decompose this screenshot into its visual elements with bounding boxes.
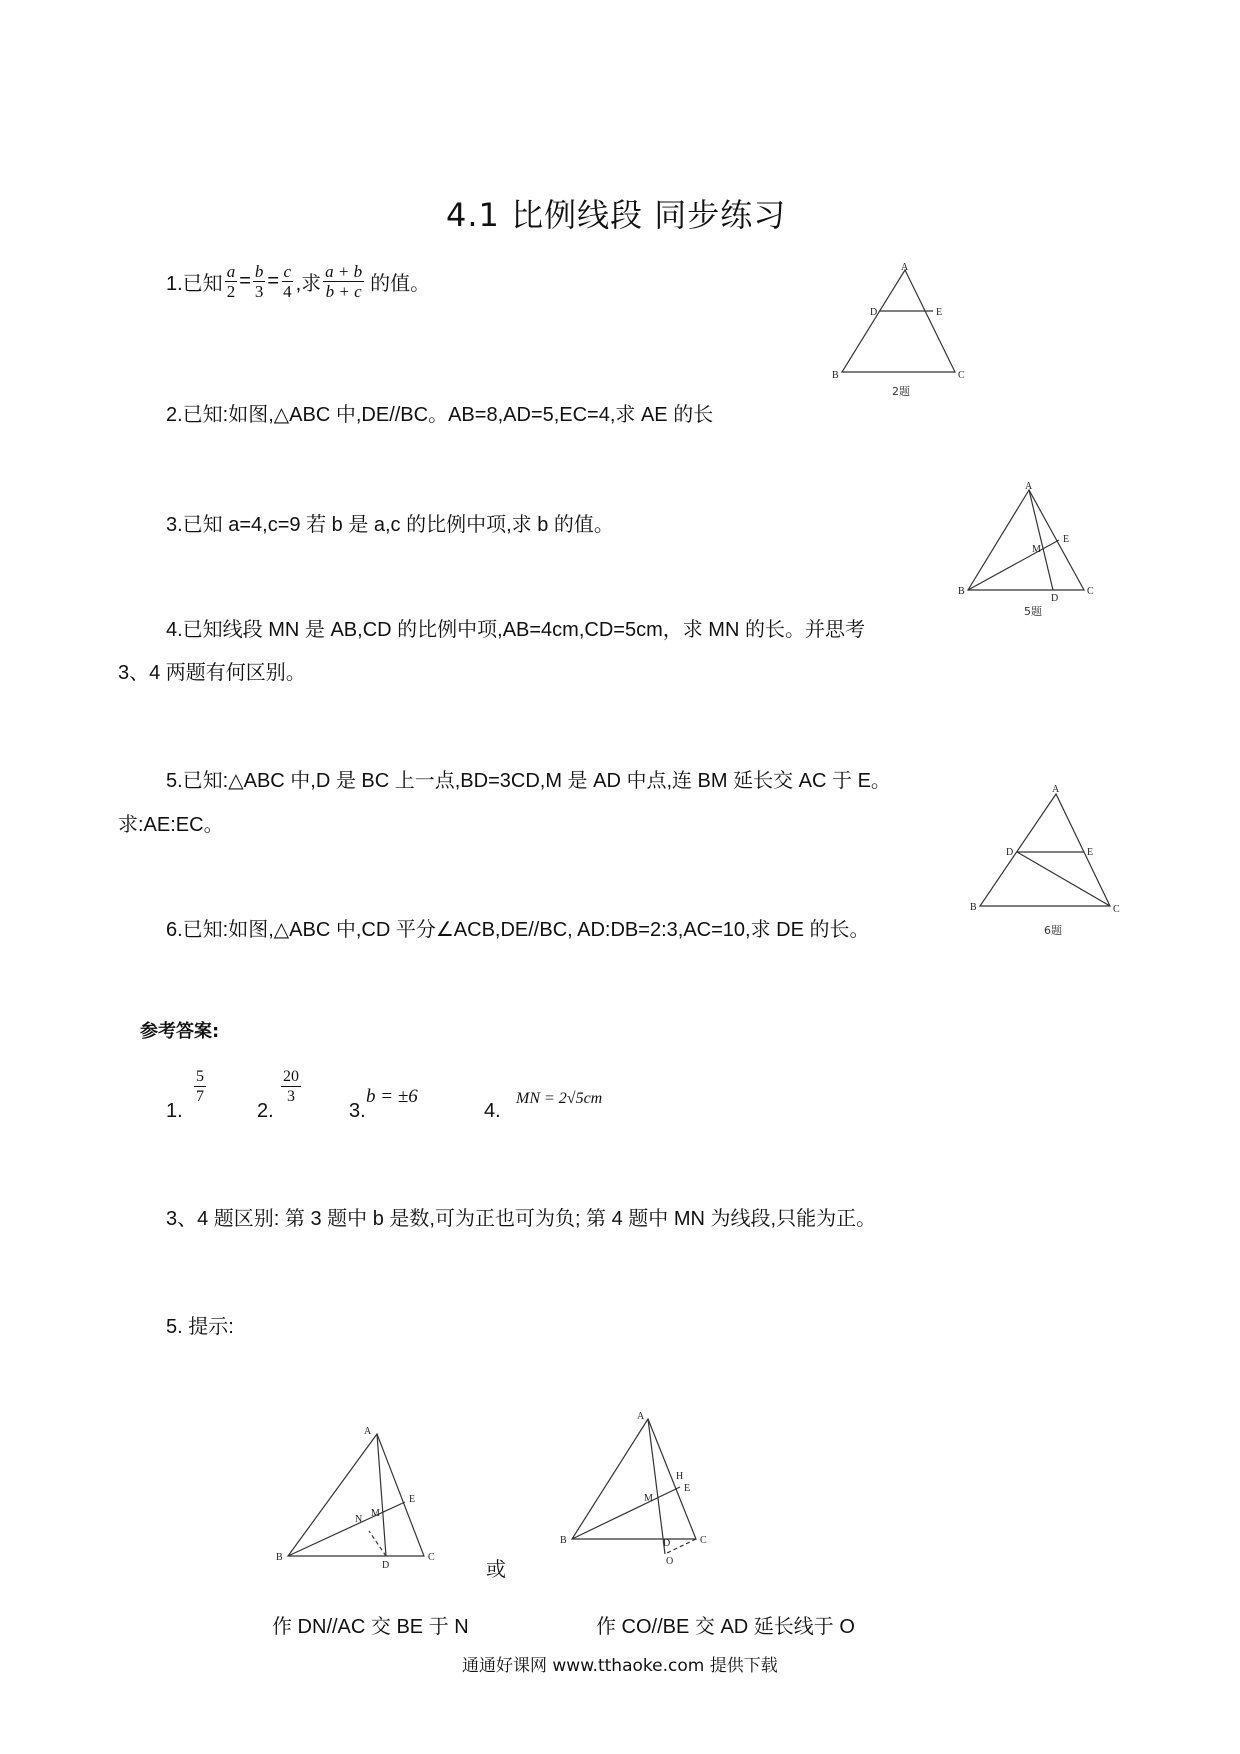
label-m: M <box>371 1508 380 1519</box>
question-2: 2.已知:如图,△ABC 中,DE//BC。AB=8,AD=5,EC=4,求 AE 的长 <box>166 404 714 426</box>
figure-caption: 2题 <box>892 385 910 398</box>
fraction-denominator: b + c <box>325 282 362 301</box>
label-a: A <box>1025 481 1033 492</box>
hint-caption-left: 作 DN//AC 交 BE 于 N <box>272 1616 469 1638</box>
label-a: A <box>637 1411 645 1422</box>
label-e: E <box>936 307 943 318</box>
fraction-numerator: c <box>283 262 292 281</box>
label-a: A <box>364 1426 372 1437</box>
q1-suffix: 的值。 <box>370 273 431 295</box>
answers-heading: 参考答案: <box>140 1021 220 1042</box>
answer-4-value: MN = 2√5cm <box>516 1090 603 1107</box>
answer-1-fraction <box>194 1067 206 1106</box>
question-6: 6.已知:如图,△ABC 中,CD 平分∠ACB,DE//BC, AD:DB=2:3,AC=10,求 DE 的长。 <box>166 919 870 941</box>
hint-label: 5. 提示: <box>166 1316 234 1338</box>
label-b: B <box>958 586 965 597</box>
label-e: E <box>684 1483 691 1494</box>
equals-sign: = <box>267 270 280 292</box>
label-e: E <box>1063 534 1070 545</box>
figure-question-6 <box>960 782 1125 942</box>
answer-1-label: 1. <box>166 1100 183 1122</box>
hint-caption-right: 作 CO//BE 交 AD 延长线于 O <box>596 1616 855 1638</box>
question-4-line-1: 4.已知线段 MN 是 AB,CD 的比例中项,AB=4cm,CD=5cm，求 MN 的长。并思考 <box>166 619 865 641</box>
label-c: C <box>428 1552 435 1563</box>
label-m: M <box>644 1493 653 1504</box>
figure-question-5 <box>952 480 1102 625</box>
question-1 <box>166 262 430 301</box>
fraction-denominator: 2 <box>226 282 236 301</box>
label-c: C <box>700 1535 707 1546</box>
label-h: H <box>676 1471 684 1482</box>
label-o: O <box>666 1556 674 1565</box>
figure-caption: 6题 <box>1044 924 1062 937</box>
label-e: E <box>409 1494 416 1505</box>
label-b: B <box>276 1552 283 1563</box>
label-d: D <box>1051 593 1059 604</box>
fraction-numerator: b <box>254 262 264 281</box>
fraction-b-over-3 <box>253 262 266 301</box>
label-d: D <box>870 307 878 318</box>
hint-figure-left <box>272 1420 452 1570</box>
fraction-numerator: 5 <box>196 1068 204 1085</box>
page-title: 4.1 比例线段 同步练习 <box>446 196 787 234</box>
label-b: B <box>832 370 839 381</box>
figure-caption: 5题 <box>1024 605 1042 618</box>
answer-3-value: b = ±6 <box>366 1086 418 1107</box>
label-b: B <box>970 902 977 913</box>
hint-figure-right <box>556 1405 726 1565</box>
answer-4-label: 4. <box>484 1100 501 1122</box>
label-b: B <box>560 1535 567 1546</box>
or-label: 或 <box>486 1559 506 1581</box>
question-5-line-1: 5.已知:△ABC 中,D 是 BC 上一点,BD=3CD,M 是 AD 中点,连 BM 延长交 AC 于 E。 <box>166 770 891 792</box>
label-c: C <box>1087 586 1094 597</box>
label-d: D <box>1006 847 1014 858</box>
label-a: A <box>901 262 909 273</box>
equals-sign: = <box>239 270 251 292</box>
page-footer: 通通好课网 www.tthaoke.com 提供下载 <box>462 1656 778 1676</box>
label-c: C <box>1113 904 1120 915</box>
answer-3-label: 3. <box>349 1100 366 1122</box>
difference-explanation: 3、4 题区别: 第 3 题中 b 是数,可为正也可为负; 第 4 题中 MN 为线段,只能为正。 <box>166 1208 877 1230</box>
fraction-denominator: 7 <box>196 1088 204 1105</box>
label-d: D <box>382 1560 390 1570</box>
label-d: D <box>663 1538 671 1549</box>
fraction-denominator: 4 <box>283 282 292 301</box>
fraction-denominator: 3 <box>254 282 264 301</box>
figure-question-2 <box>830 260 980 405</box>
label-m: M <box>1032 544 1041 555</box>
fraction-numerator: a <box>226 262 236 281</box>
fraction-numerator: a + b <box>325 262 363 281</box>
question-5-line-2: 求:AE:EC。 <box>118 814 224 836</box>
fraction-sum-ratio <box>323 262 364 301</box>
answers-row <box>166 1062 766 1122</box>
label-a: A <box>1052 784 1060 795</box>
fraction-denominator: 3 <box>287 1088 295 1105</box>
fraction-c-over-4 <box>281 262 294 301</box>
answer-2-fraction <box>281 1067 301 1106</box>
answer-2-label: 2. <box>257 1100 274 1122</box>
label-c: C <box>958 370 965 381</box>
fraction-a-over-2 <box>225 262 238 301</box>
q1-mid: ,求 <box>295 273 322 295</box>
label-n: N <box>355 1514 363 1525</box>
question-3: 3.已知 a=4,c=9 若 b 是 a,c 的比例中项,求 b 的值。 <box>166 514 614 536</box>
question-4-line-2: 3、4 两题有何区别。 <box>118 662 306 684</box>
label-e: E <box>1087 847 1094 858</box>
fraction-numerator: 20 <box>283 1068 299 1085</box>
q1-prefix: 1.已知 <box>166 273 223 295</box>
